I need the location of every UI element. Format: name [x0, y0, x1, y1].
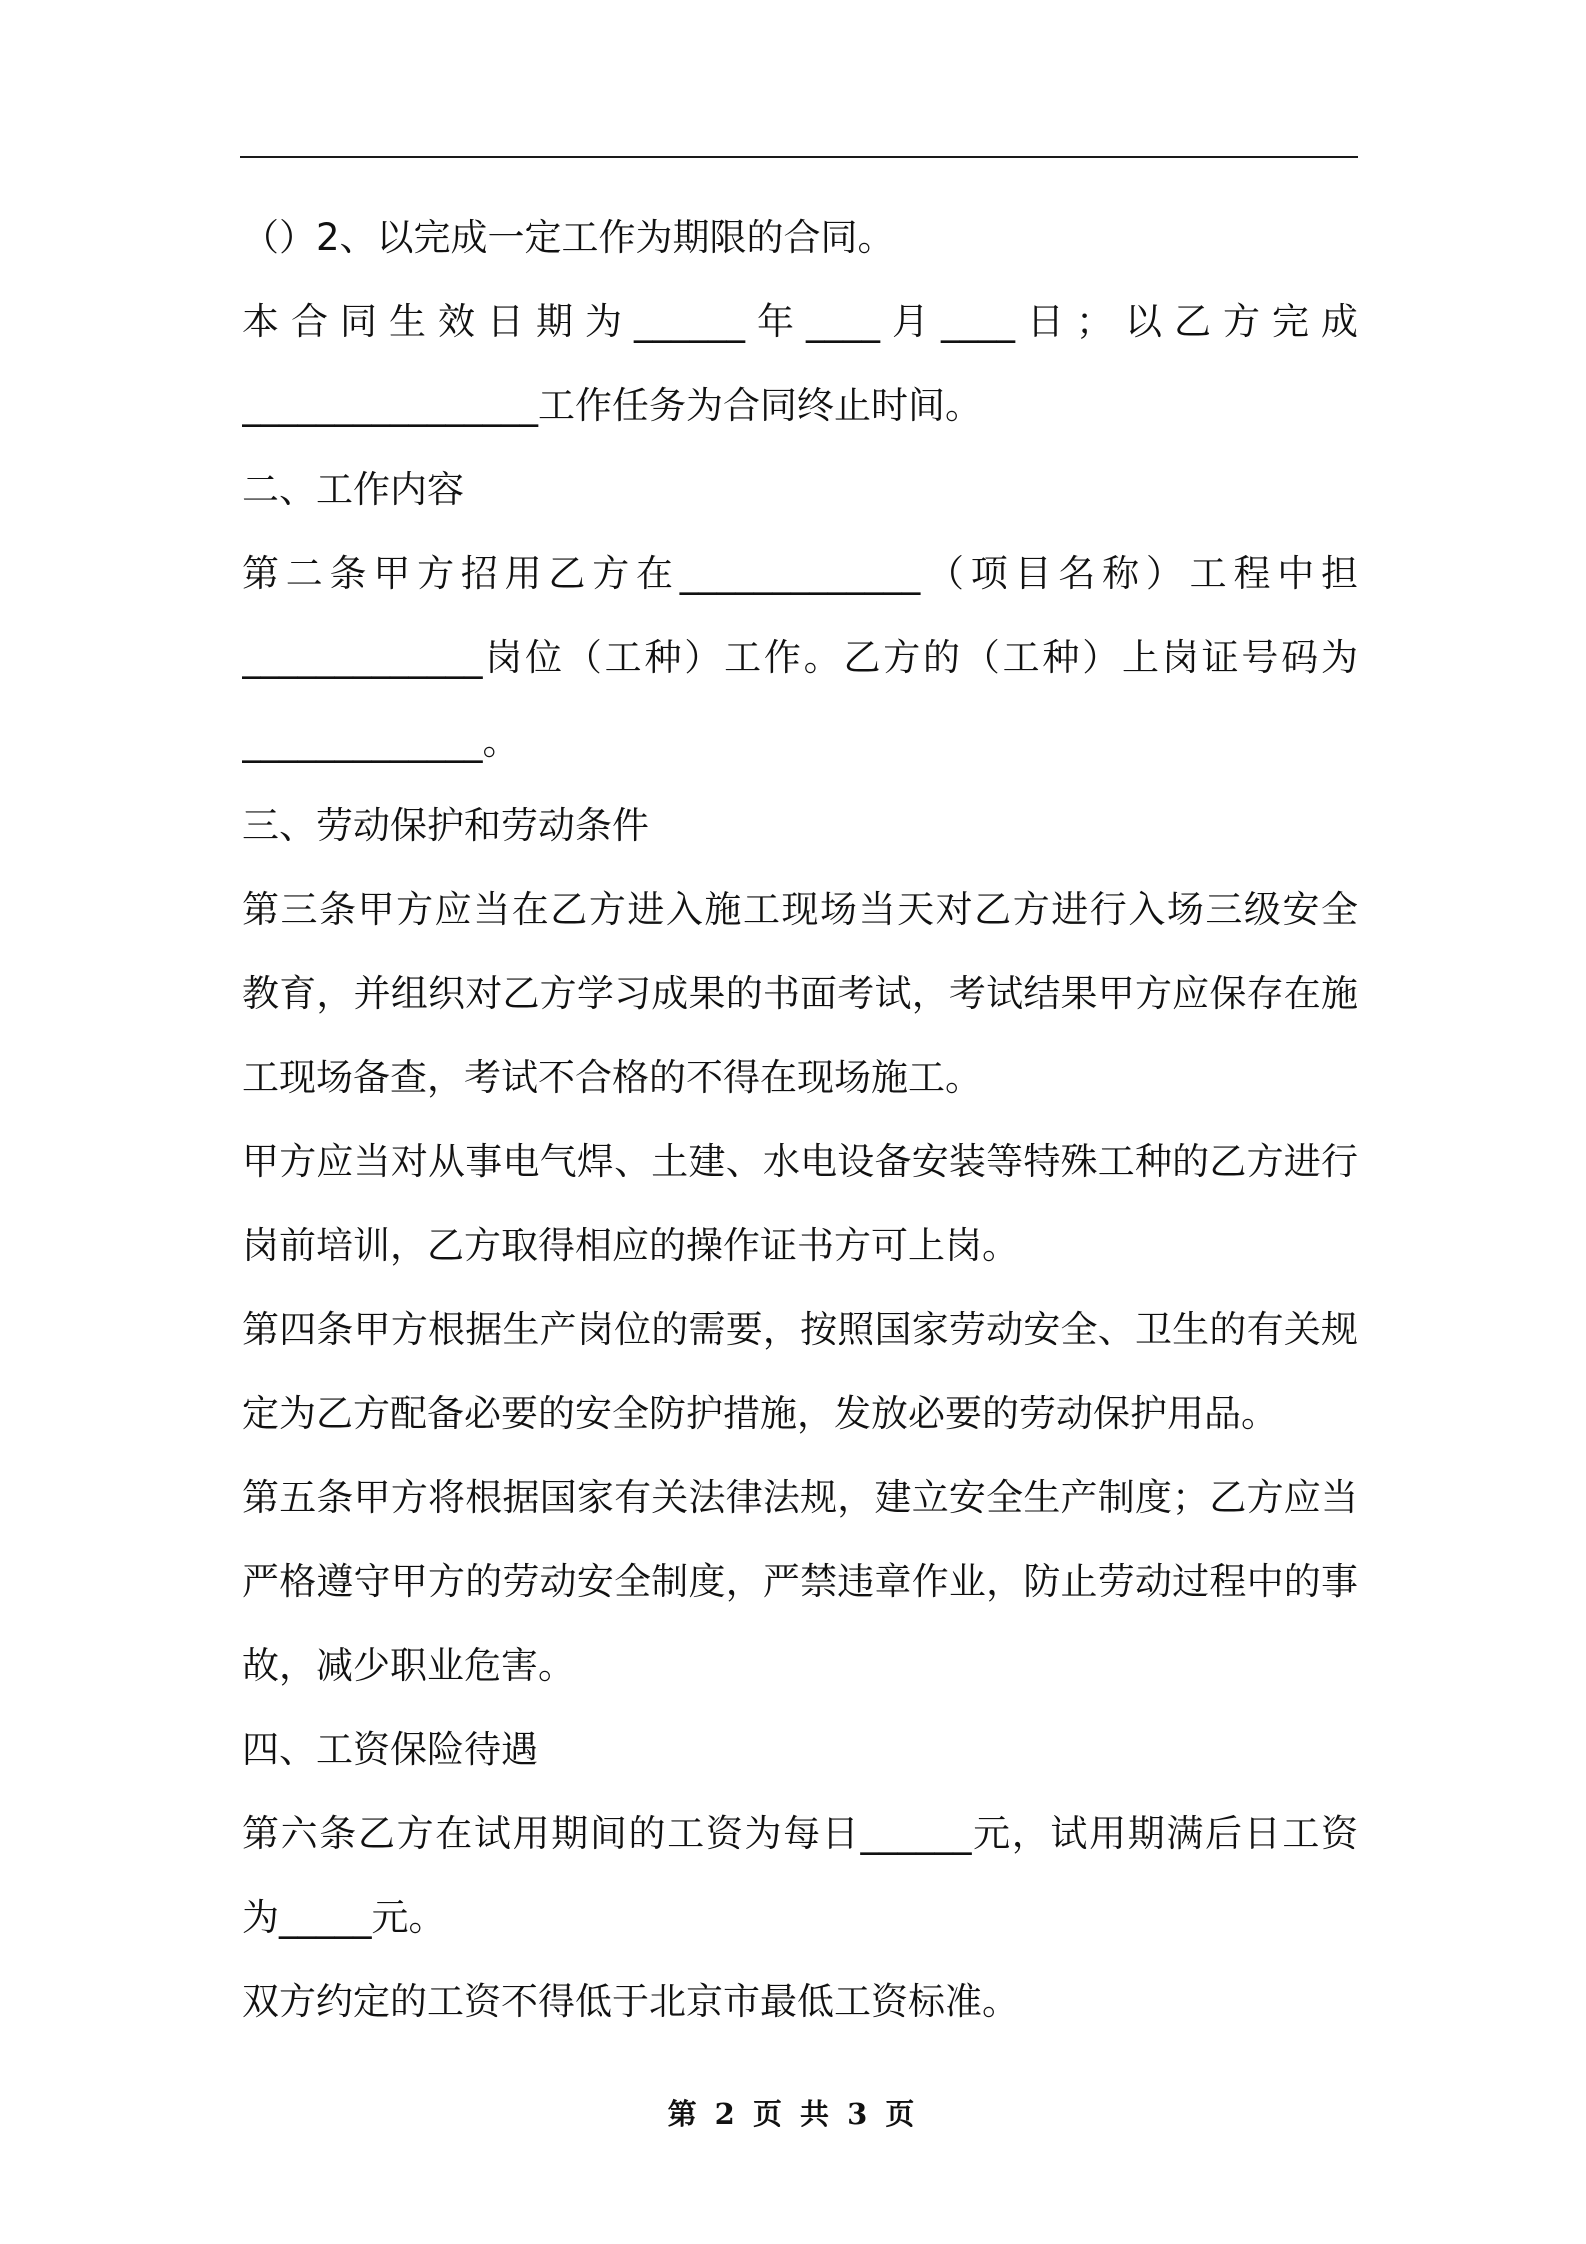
paragraph-line: 本合同生效日期为______年____月____日；以乙方完成	[242, 300, 1358, 343]
paragraph-line: _____________岗位（工种）工作。乙方的（工种）上岗证号码为	[242, 636, 1358, 679]
section-heading: 三、劳动保护和劳动条件	[242, 804, 649, 847]
section-heading: 二、工作内容	[242, 468, 464, 511]
paragraph-line: 工现场备查，考试不合格的不得在现场施工。	[242, 1056, 982, 1099]
paragraph-line: 严格遵守甲方的劳动安全制度，严禁违章作业，防止劳动过程中的事	[242, 1560, 1358, 1603]
paragraph-line: 第三条甲方应当在乙方进入施工现场当天对乙方进行入场三级安全	[242, 888, 1358, 931]
paragraph-line: 第五条甲方将根据国家有关法律法规，建立安全生产制度；乙方应当	[242, 1476, 1358, 1519]
section-heading: 四、工资保险待遇	[242, 1728, 538, 1771]
paragraph-line: 第二条甲方招用乙方在_____________（项目名称）工程中担	[242, 552, 1358, 595]
paragraph-line: 第六条乙方在试用期间的工资为每日______元，试用期满后日工资	[242, 1812, 1358, 1855]
document-body	[242, 196, 1358, 2044]
paragraph-line: 岗前培训，乙方取得相应的操作证书方可上岗。	[242, 1224, 1019, 1267]
paragraph-line: 教育，并组织对乙方学习成果的书面考试，考试结果甲方应保存在施	[242, 972, 1358, 1015]
paragraph-line: 故，减少职业危害。	[242, 1644, 575, 1687]
paragraph-line: 第四条甲方根据生产岗位的需要，按照国家劳动安全、卫生的有关规	[242, 1308, 1358, 1351]
paragraph-line: 为_____元。	[242, 1896, 446, 1939]
paragraph-line: 甲方应当对从事电气焊、土建、水电设备安装等特殊工种的乙方进行	[242, 1140, 1358, 1183]
paragraph-line: 双方约定的工资不得低于北京市最低工资标准。	[242, 1980, 1019, 2023]
header-rule	[240, 156, 1358, 158]
page-number: 第 2 页 共 3 页	[667, 2097, 919, 2131]
paragraph-line: （）2、以完成一定工作为期限的合同。	[242, 216, 895, 259]
paragraph-line: 定为乙方配备必要的安全防护措施，发放必要的劳动保护用品。	[242, 1392, 1278, 1435]
paragraph-line: ________________工作任务为合同终止时间。	[242, 384, 982, 427]
paragraph-line: _____________。	[242, 720, 520, 763]
